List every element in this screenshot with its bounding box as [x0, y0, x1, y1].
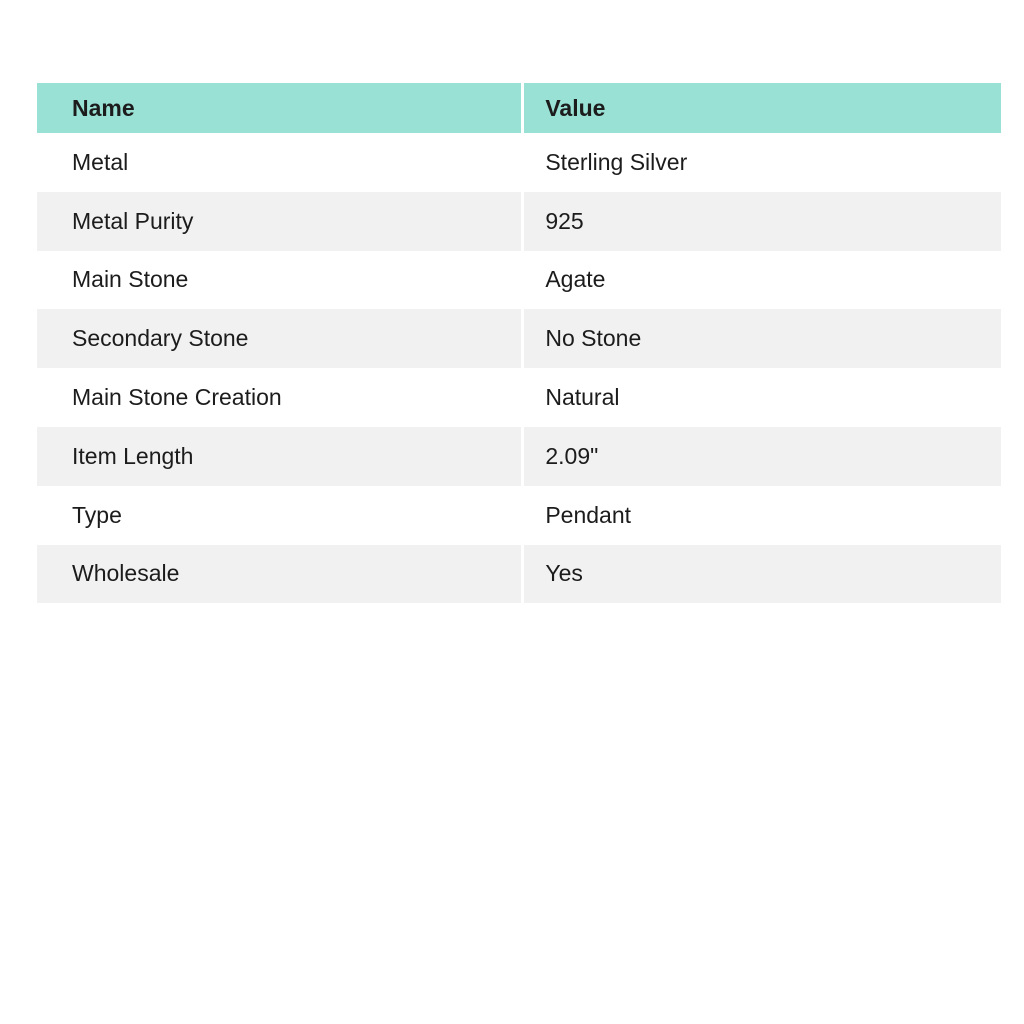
table-row	[37, 192, 1001, 251]
attribute-name-cell: Metal	[37, 133, 523, 192]
attribute-value-cell: Pendant	[523, 486, 1001, 545]
attribute-value-cell: 925	[523, 192, 1001, 251]
table-row	[37, 427, 1001, 486]
column-header-name: Name	[37, 83, 523, 133]
attribute-name-cell: Item Length	[37, 427, 523, 486]
attributes-table	[37, 83, 1001, 603]
attribute-value-cell: Sterling Silver	[523, 133, 1001, 192]
table-row	[37, 486, 1001, 545]
table-row	[37, 309, 1001, 368]
attribute-value-cell: Natural	[523, 368, 1001, 427]
attribute-value-cell: Yes	[523, 545, 1001, 604]
table-row	[37, 368, 1001, 427]
attribute-value-cell: Agate	[523, 251, 1001, 310]
attribute-name-cell: Metal Purity	[37, 192, 523, 251]
header-row	[37, 83, 1001, 133]
table-row	[37, 133, 1001, 192]
attribute-name-cell: Type	[37, 486, 523, 545]
attribute-name-cell: Main Stone	[37, 251, 523, 310]
table-row	[37, 545, 1001, 604]
attribute-name-cell: Secondary Stone	[37, 309, 523, 368]
attribute-name-cell: Wholesale	[37, 545, 523, 604]
attribute-value-cell: No Stone	[523, 309, 1001, 368]
table-row	[37, 251, 1001, 310]
column-header-value: Value	[523, 83, 1001, 133]
table-body	[37, 133, 1001, 603]
product-attributes-panel	[37, 83, 1001, 603]
table-header	[37, 83, 1001, 133]
attribute-value-cell: 2.09"	[523, 427, 1001, 486]
attribute-name-cell: Main Stone Creation	[37, 368, 523, 427]
